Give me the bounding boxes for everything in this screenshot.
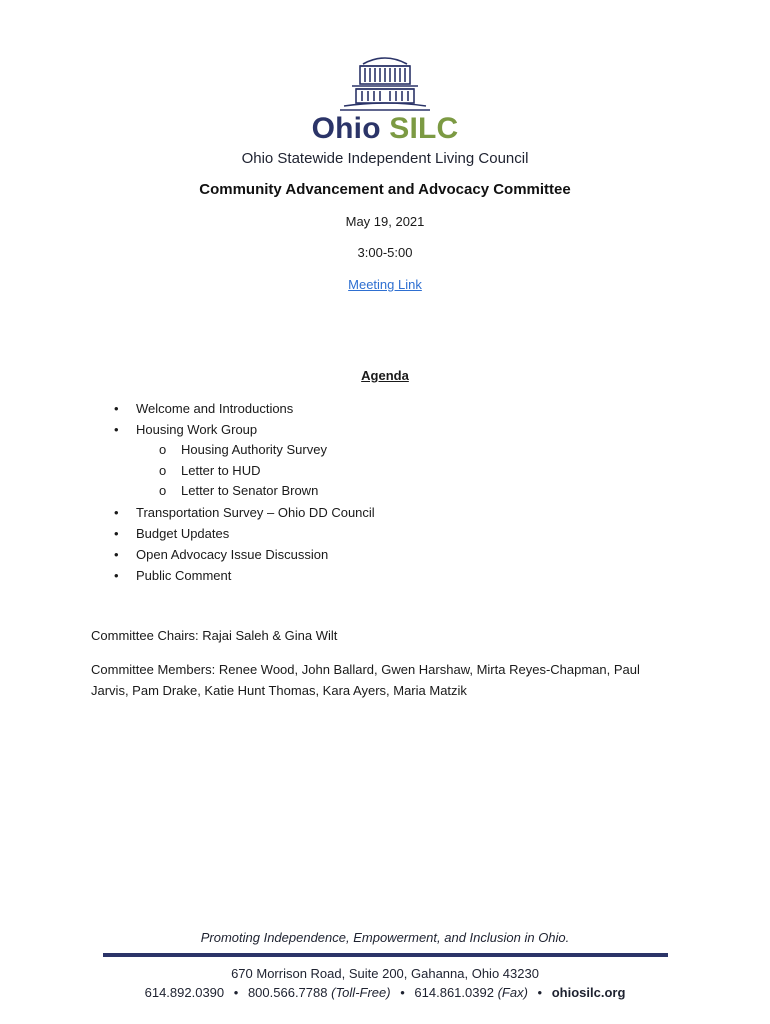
meeting-link-row bbox=[0, 276, 770, 294]
committee-members: Committee Members: Renee Wood, John Ballard, Gwen Harshaw, Mirta Reyes-Chapman, Paul Jarvis, Pam Drake, Katie Hunt Thomas, Kara Ayers, Maria Matzik bbox=[91, 662, 640, 698]
sub-bullet-marker: o bbox=[159, 483, 167, 498]
sub-list-item bbox=[110, 461, 670, 482]
sub-bullet-marker: o bbox=[159, 462, 167, 478]
meeting-time: 3:00-5:00 bbox=[357, 245, 413, 260]
logo bbox=[0, 50, 770, 112]
separator-dot: • bbox=[400, 985, 405, 1000]
list-item bbox=[110, 419, 670, 440]
list-item-label: Public Comment bbox=[136, 567, 232, 583]
phone-main: 614.892.0390 bbox=[144, 985, 225, 1000]
list-item-label: Housing Work Group bbox=[136, 422, 258, 437]
sub-bullet-marker: o bbox=[159, 442, 167, 457]
sub-list-item bbox=[110, 440, 670, 461]
list-item-label: Housing Authority Survey bbox=[181, 442, 327, 457]
committee-chairs: Committee Chairs: Rajai Saleh & Gina Wilt bbox=[91, 628, 338, 643]
agenda-list bbox=[110, 398, 670, 586]
list-item-label: Letter to HUD bbox=[181, 462, 261, 478]
list-item bbox=[110, 544, 670, 565]
list-item-label: Welcome and Introductions bbox=[136, 401, 294, 416]
phone-tollfree: 800.566.7788 bbox=[247, 985, 328, 1000]
meeting-link[interactable]: Meeting Link bbox=[348, 277, 422, 292]
sub-list-item bbox=[110, 481, 670, 502]
list-item-label: Letter to Senator Brown bbox=[181, 483, 319, 498]
meeting-title: Community Advancement and Advocacy Committee bbox=[199, 181, 571, 198]
capitol-building-icon bbox=[330, 50, 440, 112]
fax-note: (Fax) bbox=[497, 985, 528, 1000]
agenda-heading: Agenda bbox=[361, 368, 409, 383]
list-item-label: Open Advocacy Issue Discussion bbox=[136, 546, 329, 562]
separator-dot: • bbox=[233, 985, 239, 1000]
tollfree-note: (Toll-Free) bbox=[331, 985, 391, 1000]
list-item-label: Transportation Survey – Ohio DD Council bbox=[136, 504, 375, 520]
meeting-date: May 19, 2021 bbox=[345, 214, 425, 229]
website-link[interactable]: ohiosilc.org bbox=[551, 985, 626, 1000]
list-item bbox=[110, 398, 670, 419]
footer-contacts bbox=[0, 985, 770, 1000]
org-name: Ohio Statewide Independent Living Council bbox=[241, 150, 529, 167]
footer-divider bbox=[103, 953, 668, 957]
list-item bbox=[110, 502, 670, 523]
list-item-label: Budget Updates bbox=[136, 525, 230, 541]
footer-tagline: Promoting Independence, Empowerment, and Inclusion in Ohio. bbox=[200, 930, 570, 945]
brand-silc: SILC bbox=[389, 112, 459, 145]
list-item bbox=[110, 565, 670, 586]
brand-ohio: Ohio bbox=[311, 112, 381, 145]
list-item bbox=[110, 523, 670, 544]
fax-number: 614.861.0392 bbox=[414, 985, 494, 1000]
separator-dot: • bbox=[537, 985, 543, 1000]
footer-address: 670 Morrison Road, Suite 200, Gahanna, Ohio 43230 bbox=[231, 966, 539, 981]
brand-wordmark bbox=[0, 112, 770, 146]
